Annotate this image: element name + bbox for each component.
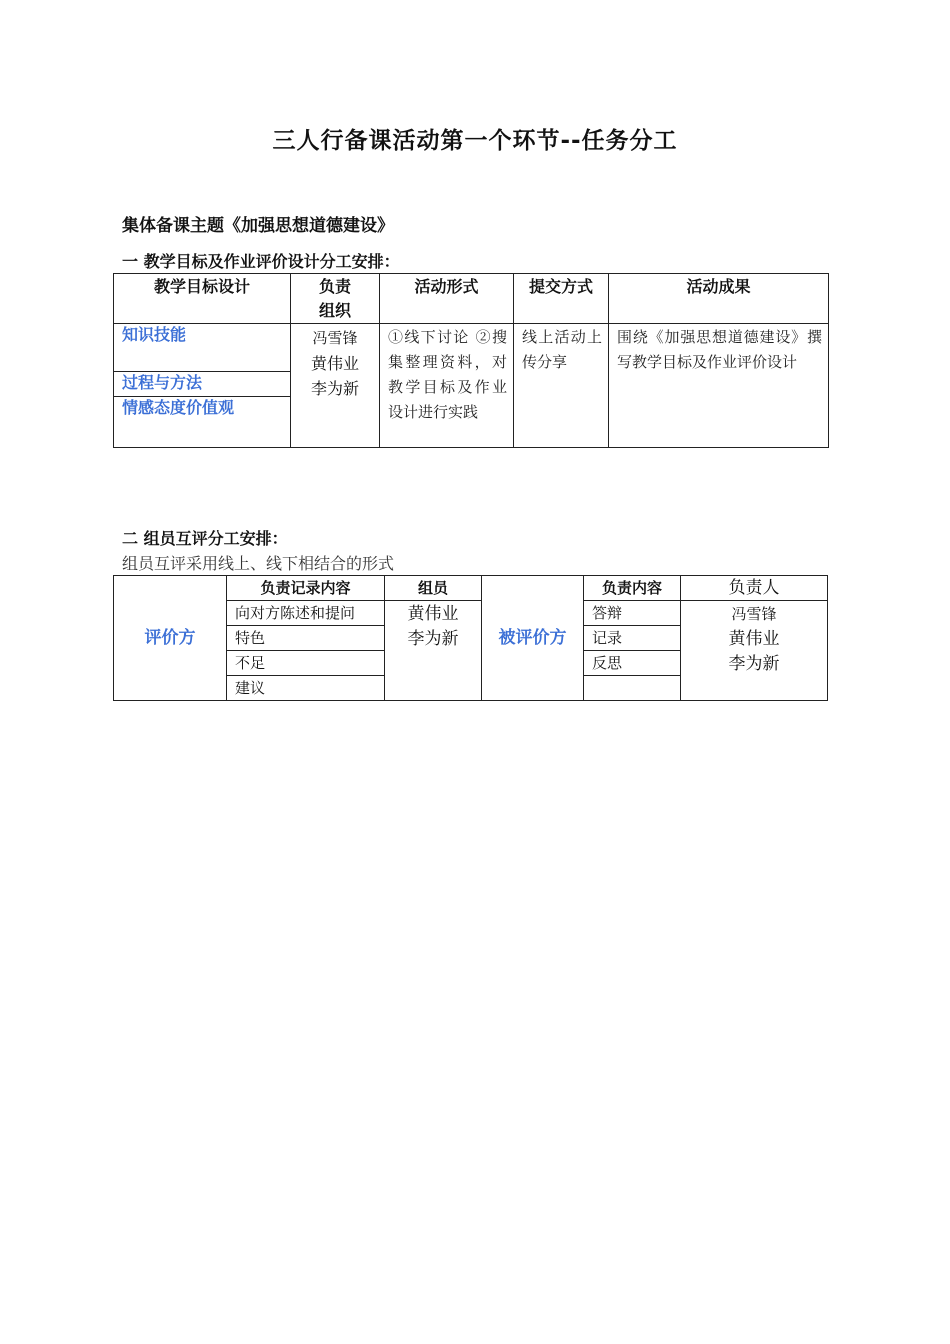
task-division-table xyxy=(113,273,829,448)
header-activity-result: 活动成果 xyxy=(609,274,829,324)
header-person-in-charge: 负责人 xyxy=(681,576,828,601)
persons-cell xyxy=(681,601,828,701)
activity-result-cell: 围绕《加强思想道德建设》撰写教学目标及作业评价设计 xyxy=(609,324,829,448)
record-item: 不足 xyxy=(227,651,385,676)
evaluator-label: 评价方 xyxy=(114,576,227,701)
header-submit-method: 提交方式 xyxy=(514,274,609,324)
duty-item: 记录 xyxy=(584,626,681,651)
goal-process-method: 过程与方法 xyxy=(114,372,291,397)
header-owner-line2: 组织 xyxy=(318,301,351,320)
table-header-row xyxy=(114,576,828,601)
header-goal-design: 教学目标设计 xyxy=(114,274,291,324)
lesson-topic: 集体备课主题《加强思想道德建设》 xyxy=(122,216,394,236)
goal-emotion-values: 情感态度价值观 xyxy=(114,397,291,448)
activity-form-cell: ①线下讨论 ②搜集整理资料，对教学目标及作业设计进行实践 xyxy=(380,324,514,448)
page-title: 三人行备课活动第一个环节--任务分工 xyxy=(272,128,678,154)
record-item: 向对方陈述和提问 xyxy=(227,601,385,626)
table-header-row xyxy=(114,274,829,324)
section-1-heading: 一 教学目标及作业评价设计分工安排： xyxy=(122,252,400,271)
duty-item: 答辩 xyxy=(584,601,681,626)
submit-method-cell: 线上活动上传分享 xyxy=(514,324,609,448)
duty-item-empty xyxy=(584,676,681,701)
goal-knowledge-skill: 知识技能 xyxy=(114,324,291,372)
owners-cell xyxy=(291,324,380,448)
person-name: 李为新 xyxy=(728,654,780,674)
owner-name: 李为新 xyxy=(310,379,359,398)
header-duty-content: 负责内容 xyxy=(584,576,681,601)
header-record-content: 负责记录内容 xyxy=(227,576,385,601)
header-activity-form: 活动形式 xyxy=(380,274,514,324)
owner-name: 黄伟业 xyxy=(310,354,359,373)
evaluated-label: 被评价方 xyxy=(482,576,584,701)
owner-name: 冯雪锋 xyxy=(312,329,358,347)
record-item: 建议 xyxy=(227,676,385,701)
peer-review-table xyxy=(113,575,828,701)
table-row xyxy=(114,324,829,372)
members-cell xyxy=(385,601,482,701)
record-item: 特色 xyxy=(227,626,385,651)
header-owner-line1: 负责 xyxy=(318,277,351,296)
member-name: 李为新 xyxy=(407,629,459,649)
person-name: 冯雪锋 xyxy=(731,605,777,623)
section-2-description: 组员互评采用线上、线下相结合的形式 xyxy=(122,554,395,573)
header-members: 组员 xyxy=(385,576,482,601)
header-owner xyxy=(291,274,380,324)
member-name: 黄伟业 xyxy=(407,604,459,624)
person-name: 黄伟业 xyxy=(728,629,780,649)
duty-item: 反思 xyxy=(584,651,681,676)
section-2-heading: 二 组员互评分工安排： xyxy=(122,529,288,548)
